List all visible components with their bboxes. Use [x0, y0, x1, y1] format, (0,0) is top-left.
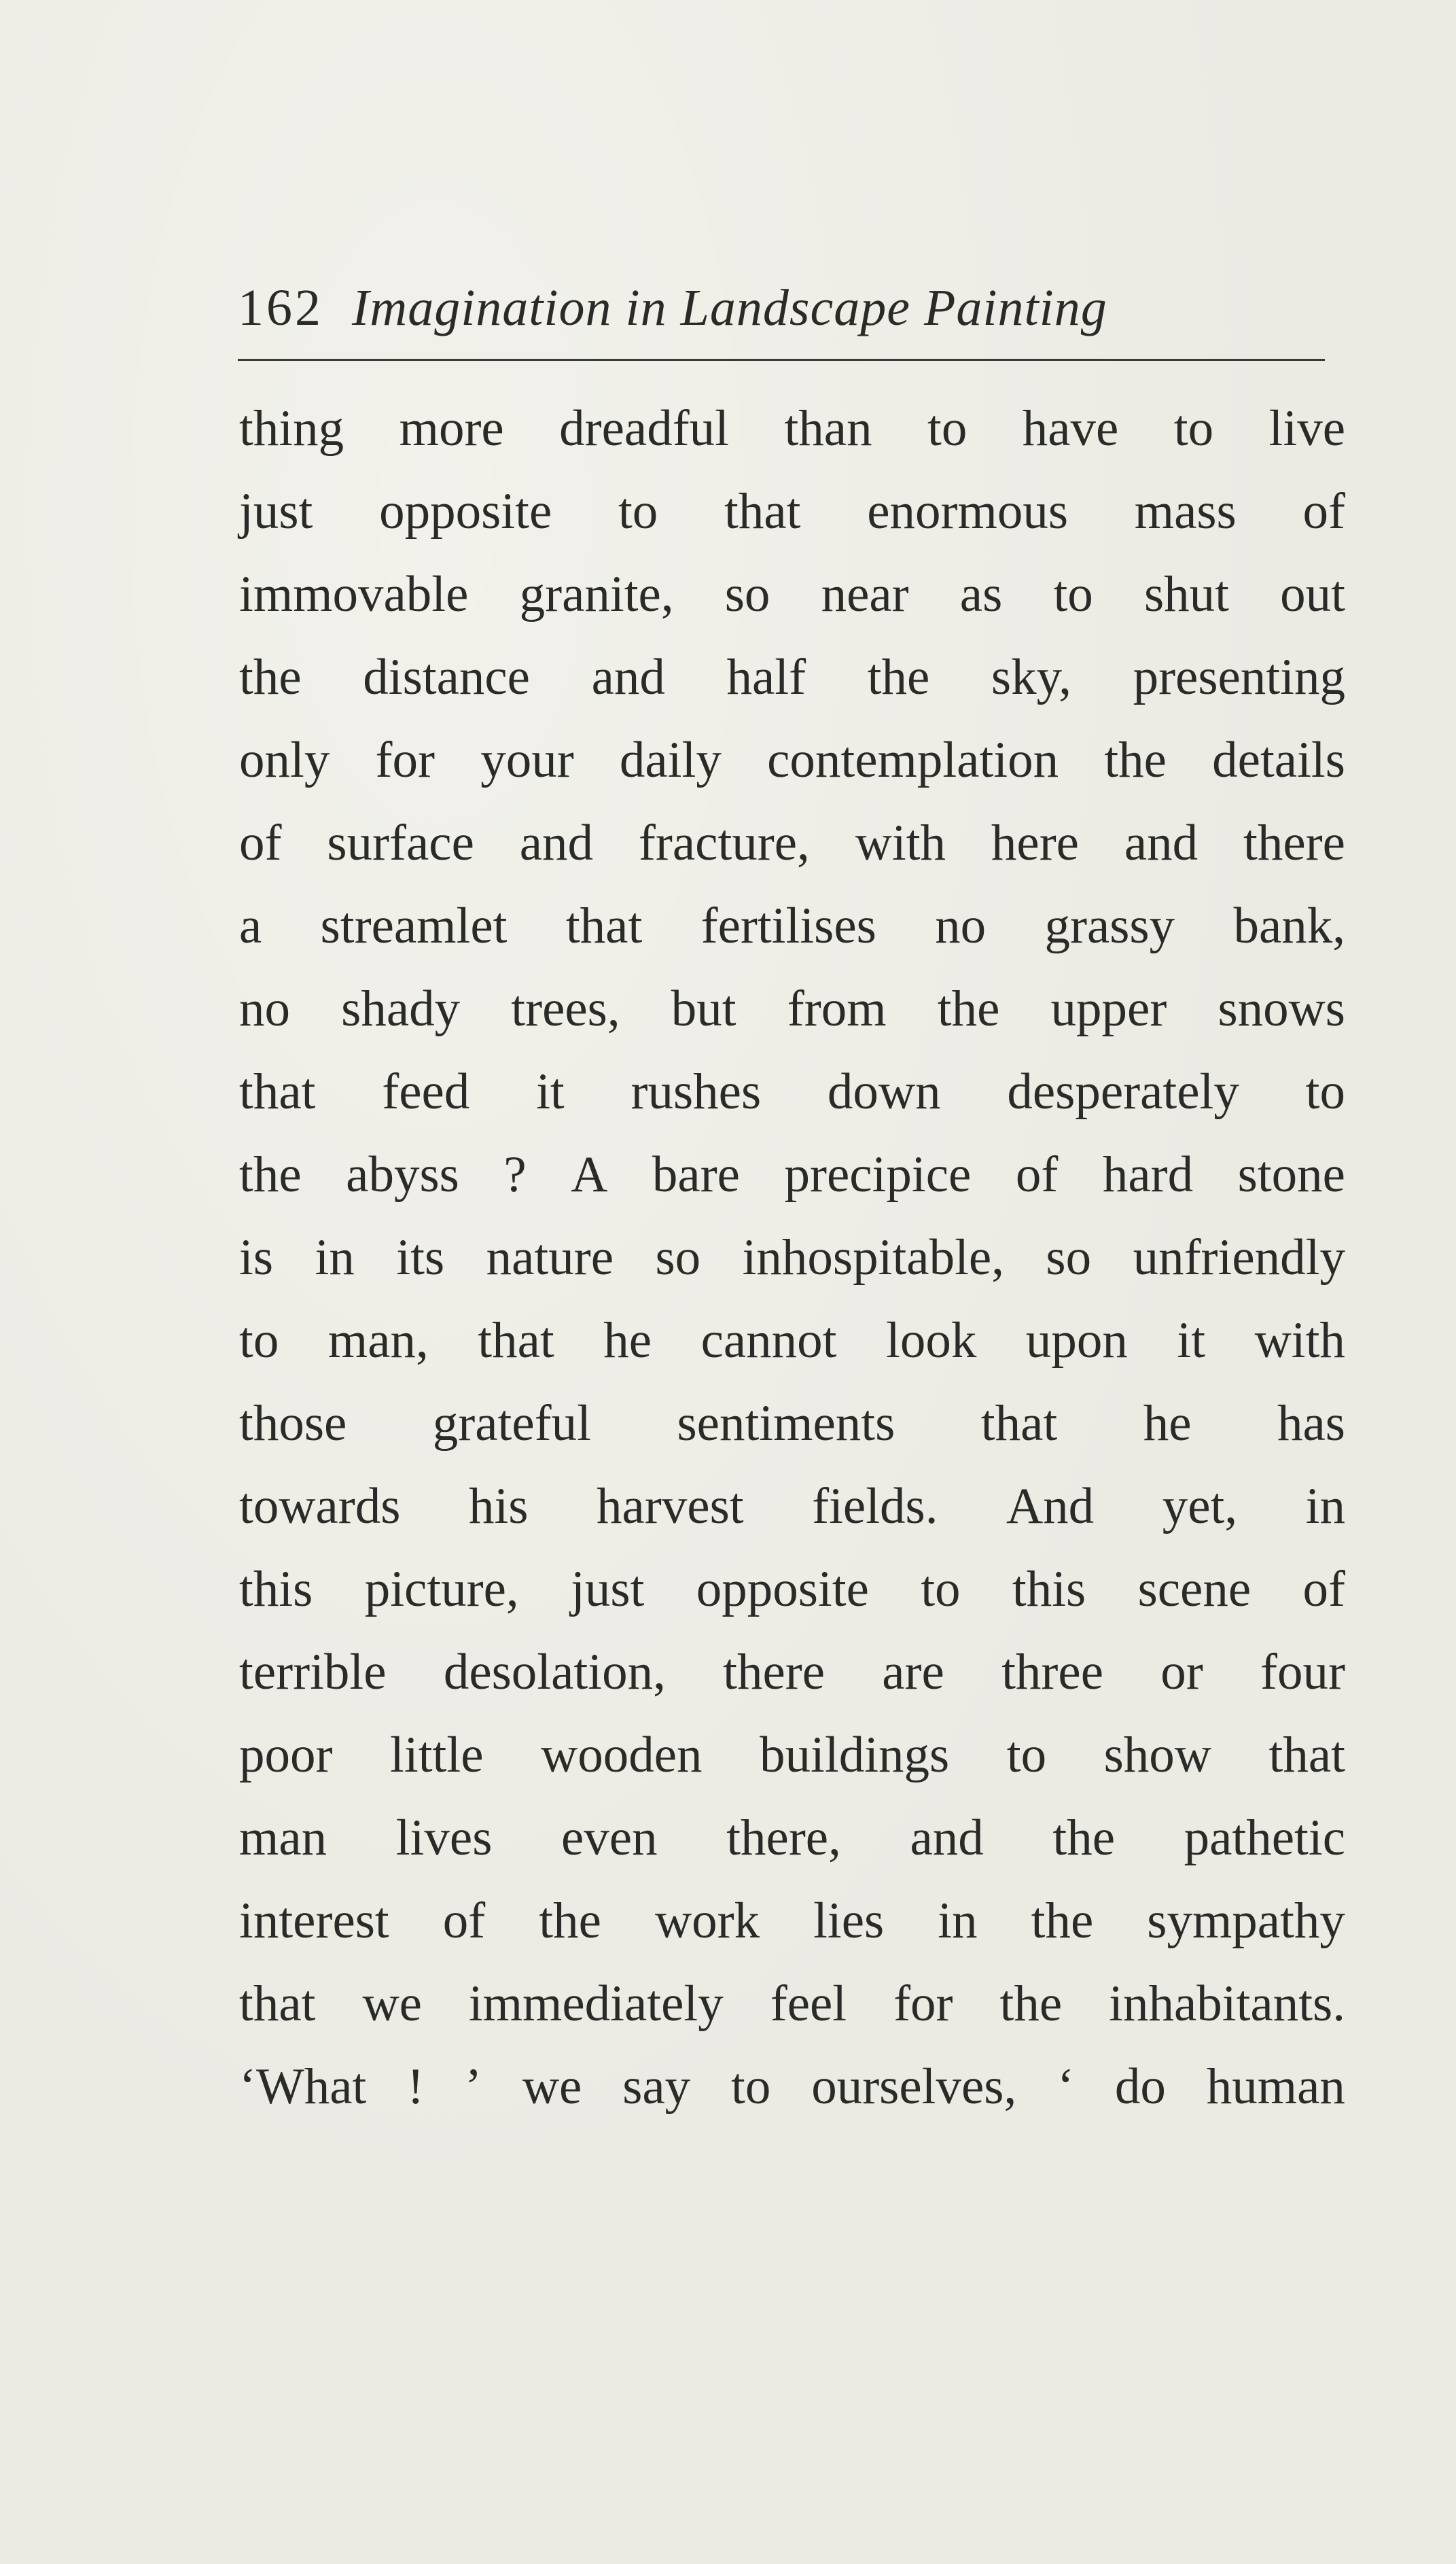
word: no — [935, 898, 987, 954]
word: buildings — [760, 1727, 950, 1783]
word: enormous — [867, 483, 1069, 540]
word: grassy — [1044, 898, 1175, 954]
word: bank, — [1233, 898, 1345, 954]
word: in — [315, 1229, 355, 1286]
word: is — [239, 1229, 274, 1286]
word: trees, — [511, 981, 620, 1037]
text-line — [239, 1051, 1345, 1134]
text-line — [239, 1134, 1345, 1216]
word: for — [375, 732, 435, 788]
word: to — [1305, 1064, 1345, 1120]
word: shady — [341, 981, 461, 1037]
word: live — [1268, 400, 1345, 457]
text-line — [239, 1631, 1345, 1714]
word: streamlet — [320, 898, 508, 954]
text-line — [239, 1465, 1345, 1548]
word: here — [991, 815, 1079, 871]
text-line — [239, 719, 1345, 802]
word: just — [571, 1561, 645, 1617]
word: yet, — [1162, 1478, 1238, 1534]
text-line — [239, 1548, 1345, 1631]
word: man, — [327, 1312, 429, 1369]
word: of — [1302, 483, 1345, 540]
word: say — [622, 2058, 691, 2115]
word: your — [480, 732, 574, 788]
word: inhabitants. — [1109, 1975, 1345, 2032]
word: ? — [503, 1146, 527, 1203]
word: to — [921, 1561, 961, 1617]
word: harvest — [597, 1478, 744, 1534]
word: towards — [239, 1478, 401, 1534]
word: ’ — [465, 2058, 482, 2115]
word: the — [539, 1893, 601, 1949]
word: it — [536, 1064, 565, 1120]
word: its — [396, 1229, 445, 1286]
word: granite, — [519, 566, 674, 622]
word: inhospitable, — [742, 1229, 1004, 1286]
word: there — [1243, 815, 1345, 871]
header-rule — [238, 359, 1325, 361]
word: sympathy — [1147, 1893, 1345, 1949]
word: as — [959, 566, 1003, 622]
word: this — [1012, 1561, 1086, 1617]
word: no — [239, 981, 290, 1037]
word: poor — [239, 1727, 333, 1783]
word: human — [1206, 2058, 1345, 2115]
word: that — [980, 1395, 1058, 1452]
word: in — [1305, 1478, 1345, 1534]
word: from — [787, 981, 887, 1037]
word: snows — [1218, 981, 1345, 1037]
word: the — [937, 981, 1000, 1037]
word: with — [855, 815, 946, 871]
word: dreadful — [559, 400, 730, 457]
word: just — [239, 483, 313, 540]
word: of — [442, 1893, 486, 1949]
word: he — [1143, 1395, 1192, 1452]
text-line — [239, 470, 1345, 553]
word: and — [519, 815, 594, 871]
word: only — [239, 732, 330, 788]
text-line — [239, 387, 1345, 470]
word: we — [522, 2058, 582, 2115]
word: but — [671, 981, 736, 1037]
word: he — [603, 1312, 652, 1369]
text-line — [239, 1714, 1345, 1797]
body-text — [239, 387, 1345, 2128]
word: that — [239, 1064, 316, 1120]
word: that — [724, 483, 801, 540]
word: has — [1277, 1395, 1345, 1452]
text-line — [239, 1216, 1345, 1299]
word: desolation, — [443, 1644, 666, 1700]
word: sky, — [991, 649, 1071, 705]
word: of — [1015, 1146, 1059, 1203]
word: fracture, — [638, 815, 810, 871]
word: pathetic — [1184, 1810, 1345, 1866]
word: A — [571, 1146, 608, 1203]
word: upper — [1050, 981, 1167, 1037]
word: presenting — [1133, 649, 1345, 705]
word: to — [731, 2058, 771, 2115]
word: mass — [1134, 483, 1237, 540]
word: ! — [407, 2058, 425, 2115]
word: a — [239, 898, 262, 954]
running-head — [238, 279, 1318, 353]
word: of — [1302, 1561, 1345, 1617]
word: his — [468, 1478, 529, 1534]
word: with — [1254, 1312, 1345, 1369]
word: immovable — [239, 566, 469, 622]
word: that — [478, 1312, 554, 1369]
text-line — [239, 968, 1345, 1051]
word: cannot — [700, 1312, 837, 1369]
word: feel — [770, 1975, 847, 2032]
text-line — [239, 1963, 1345, 2045]
word: even — [561, 1810, 658, 1866]
word: that — [239, 1975, 316, 2032]
word: contemplation — [767, 732, 1059, 788]
text-line — [239, 1880, 1345, 1963]
word: lives — [395, 1810, 493, 1866]
word: that — [565, 898, 643, 954]
word: we — [362, 1975, 422, 2032]
word: work — [654, 1893, 760, 1949]
word: the — [1104, 732, 1167, 788]
word: thing — [239, 400, 344, 457]
word: little — [390, 1727, 484, 1783]
word: and — [1124, 815, 1198, 871]
text-line — [239, 636, 1345, 719]
word: man — [239, 1810, 327, 1866]
word: four — [1260, 1644, 1345, 1700]
word: to — [927, 400, 967, 457]
text-line — [239, 1797, 1345, 1880]
word: near — [821, 566, 909, 622]
word: for — [893, 1975, 953, 2032]
word: this — [239, 1561, 313, 1617]
text-line — [239, 885, 1345, 968]
word: the — [239, 649, 302, 705]
word: the — [1052, 1810, 1115, 1866]
word: bare — [652, 1146, 740, 1203]
word: surface — [327, 815, 474, 871]
word: scene — [1137, 1561, 1251, 1617]
word: details — [1212, 732, 1345, 788]
word: down — [827, 1064, 941, 1120]
word: wooden — [541, 1727, 703, 1783]
word: unfriendly — [1133, 1229, 1345, 1286]
word: And — [1006, 1478, 1095, 1534]
word: look — [886, 1312, 977, 1369]
word: the — [999, 1975, 1063, 2032]
word: desperately — [1007, 1064, 1239, 1120]
word: or — [1160, 1644, 1203, 1700]
word: feed — [382, 1064, 470, 1120]
word: it — [1177, 1312, 1206, 1369]
word: terrible — [239, 1644, 387, 1700]
word: to — [618, 483, 658, 540]
word: rushes — [631, 1064, 762, 1120]
text-line — [239, 2045, 1345, 2128]
word: ourselves, — [811, 2058, 1017, 2115]
word: that — [1268, 1727, 1345, 1783]
word: fertilises — [700, 898, 876, 954]
word: there, — [726, 1810, 841, 1866]
word: ‘What — [239, 2058, 367, 2115]
word: sentiments — [677, 1395, 895, 1452]
word: do — [1114, 2058, 1166, 2115]
word: than — [784, 400, 872, 457]
word: to — [1006, 1727, 1047, 1783]
text-line — [239, 1299, 1345, 1382]
word: ‘ — [1057, 2058, 1075, 2115]
word: opposite — [696, 1561, 869, 1617]
word: interest — [239, 1893, 389, 1949]
text-line — [239, 1382, 1345, 1465]
word: so — [724, 566, 770, 622]
word: are — [882, 1644, 944, 1700]
word: abyss — [346, 1146, 459, 1203]
word: those — [239, 1395, 347, 1452]
word: precipice — [784, 1146, 972, 1203]
word: so — [655, 1229, 701, 1286]
text-line — [239, 802, 1345, 885]
word: the — [239, 1146, 302, 1203]
word: opposite — [379, 483, 552, 540]
word: more — [399, 400, 504, 457]
word: grateful — [432, 1395, 591, 1452]
word: lies — [813, 1893, 885, 1949]
word: in — [938, 1893, 978, 1949]
word: to — [1173, 400, 1214, 457]
word: to — [1053, 566, 1093, 622]
word: there — [723, 1644, 825, 1700]
word: out — [1280, 566, 1345, 622]
word: immediately — [468, 1975, 724, 2032]
running-title: Imagination in Landscape Painting — [352, 279, 1107, 336]
word: three — [1001, 1644, 1103, 1700]
word: stone — [1237, 1146, 1345, 1203]
page-number: 162 — [238, 279, 323, 336]
word: nature — [486, 1229, 614, 1286]
text-line — [239, 553, 1345, 636]
word: daily — [619, 732, 722, 788]
word: have — [1022, 400, 1119, 457]
word: to — [239, 1312, 279, 1369]
word: fields. — [812, 1478, 938, 1534]
word: and — [910, 1810, 984, 1866]
word: the — [1031, 1893, 1094, 1949]
word: show — [1103, 1727, 1211, 1783]
word: and — [591, 649, 665, 705]
word: half — [726, 649, 806, 705]
word: picture, — [364, 1561, 519, 1617]
word: shut — [1143, 566, 1229, 622]
word: so — [1046, 1229, 1092, 1286]
word: the — [867, 649, 930, 705]
word: upon — [1025, 1312, 1128, 1369]
word: hard — [1102, 1146, 1194, 1203]
word: of — [239, 815, 282, 871]
word: distance — [363, 649, 530, 705]
